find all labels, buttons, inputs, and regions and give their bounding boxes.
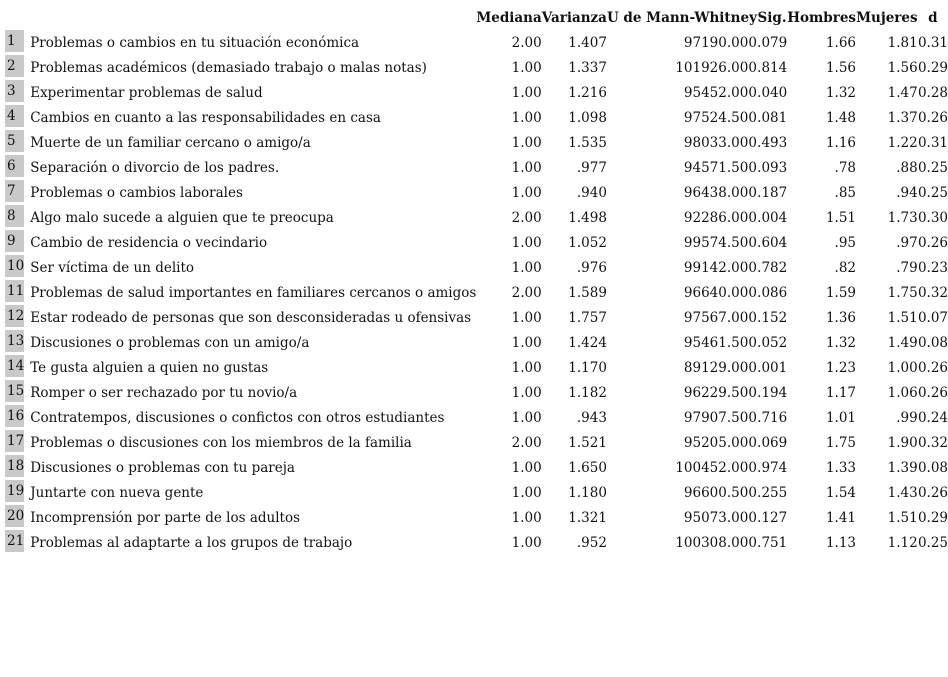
- varianza-cell: 1.521: [568, 434, 607, 451]
- table-row: [5, 255, 948, 280]
- d-cell: 0.29: [917, 59, 948, 76]
- varianza-cell: 1.589: [568, 284, 607, 301]
- sig-cell: .493: [757, 134, 788, 151]
- varianza-cell: 1.321: [568, 509, 607, 526]
- table-row: [5, 405, 948, 430]
- row-index: 4: [5, 105, 24, 130]
- hombres-cell: 1.33: [825, 459, 857, 476]
- sig-cell: .004: [757, 209, 788, 226]
- mann-whitney-cell: 96640.000: [683, 284, 757, 301]
- row-index: 16: [5, 405, 24, 430]
- row-index: 19: [5, 480, 24, 505]
- mujeres-cell: .97: [896, 234, 918, 251]
- mediana-cell: 1.00: [511, 159, 542, 176]
- d-cell: 0.31: [917, 34, 948, 51]
- d-cell: 0.23: [917, 259, 948, 276]
- hombres-cell: .95: [834, 234, 857, 251]
- d-header: d: [928, 9, 938, 26]
- mediana-cell: 2.00: [511, 434, 542, 451]
- mediana-cell: 2.00: [511, 284, 542, 301]
- mediana-cell: 1.00: [511, 534, 542, 551]
- mediana-cell: 1.00: [511, 384, 542, 401]
- mediana-cell: 1.00: [511, 234, 542, 251]
- row-index: 8: [5, 205, 24, 230]
- d-cell: 0.28: [917, 84, 948, 101]
- sig-cell: .093: [757, 159, 788, 176]
- hombres-cell: 1.41: [825, 509, 857, 526]
- table-row: [5, 80, 948, 105]
- mujeres-cell: 1.73: [887, 209, 918, 226]
- sig-cell: .079: [757, 34, 788, 51]
- sig-cell: .127: [757, 509, 788, 526]
- row-index: 12: [5, 305, 24, 330]
- varianza-cell: .943: [576, 409, 607, 426]
- mediana-cell: 1.00: [511, 134, 542, 151]
- mujeres-cell: 1.00: [887, 359, 918, 376]
- hombres-cell: 1.56: [825, 59, 857, 76]
- mann-whitney-cell: 95205.000: [683, 434, 757, 451]
- mediana-cell: 1.00: [511, 59, 542, 76]
- hombres-cell: 1.66: [825, 34, 857, 51]
- row-index: 17: [5, 430, 24, 455]
- hombres-cell: .82: [834, 259, 857, 276]
- mann-whitney-cell: 96229.500: [683, 384, 757, 401]
- row-index: 11: [5, 280, 24, 305]
- hombres-cell: 1.75: [825, 434, 857, 451]
- hombres-cell: 1.36: [825, 309, 857, 326]
- row-label: Problemas académicos (demasiado trabajo o malas notas): [30, 59, 427, 76]
- d-cell: 0.32: [917, 434, 948, 451]
- mann-whitney-cell: 94571.500: [683, 159, 757, 176]
- mediana-cell: 1.00: [511, 259, 542, 276]
- d-cell: 0.07: [917, 309, 948, 326]
- table-row: [5, 455, 948, 480]
- varianza-cell: 1.182: [568, 384, 607, 401]
- row-index: 15: [5, 380, 24, 405]
- d-cell: 0.31: [917, 134, 948, 151]
- table-row: [5, 180, 948, 205]
- label-header: [24, 5, 476, 30]
- hombres-cell: 1.59: [825, 284, 857, 301]
- row-label: Problemas de salud importantes en familiares cercanos o amigos: [30, 284, 477, 301]
- mujeres-cell: 1.51: [887, 309, 918, 326]
- table-row: [5, 205, 948, 230]
- table-row: [5, 280, 948, 305]
- header-row: [5, 5, 948, 30]
- row-label: Algo malo sucede a alguien que te preocupa: [30, 209, 334, 226]
- mujeres-cell: 1.43: [887, 484, 918, 501]
- row-index: 5: [5, 130, 24, 155]
- row-index: 20: [5, 505, 24, 530]
- row-label: Te gusta alguien a quien no gustas: [30, 359, 269, 376]
- row-label: Experimentar problemas de salud: [30, 84, 263, 101]
- d-cell: 0.26: [917, 109, 948, 126]
- mujeres-cell: 1.81: [887, 34, 918, 51]
- index-header: [5, 5, 24, 30]
- sig-cell: .086: [757, 284, 788, 301]
- sig-cell: .974: [757, 459, 788, 476]
- varianza-cell: 1.650: [568, 459, 607, 476]
- mann-whitney-cell: 99142.000: [683, 259, 757, 276]
- mujeres-cell: 1.39: [887, 459, 918, 476]
- hombres-cell: 1.13: [825, 534, 857, 551]
- mujeres-cell: .94: [896, 184, 918, 201]
- hombres-cell: 1.32: [825, 84, 857, 101]
- sig-cell: .255: [757, 484, 788, 501]
- varianza-cell: 1.170: [568, 359, 607, 376]
- mann-whitney-cell: 95461.500: [683, 334, 757, 351]
- mann-whitney-cell: 97190.000: [683, 34, 757, 51]
- varianza-cell: 1.498: [568, 209, 607, 226]
- d-cell: 0.26: [917, 359, 948, 376]
- sig-cell: .152: [757, 309, 788, 326]
- table-row: [5, 430, 948, 455]
- hombres-cell: .85: [834, 184, 857, 201]
- row-index: 10: [5, 255, 24, 280]
- row-label: Estar rodeado de personas que son desconsideradas u ofensivas: [30, 309, 472, 326]
- varianza-cell: 1.180: [568, 484, 607, 501]
- hombres-cell: 1.16: [825, 134, 857, 151]
- hombres-cell: 1.32: [825, 334, 857, 351]
- mediana-cell: 1.00: [511, 359, 542, 376]
- mediana-cell: 1.00: [511, 509, 542, 526]
- mediana-cell: 1.00: [511, 109, 542, 126]
- hombres-cell: 1.01: [825, 409, 857, 426]
- mediana-header: Mediana: [476, 9, 542, 26]
- d-cell: 0.32: [917, 284, 948, 301]
- table-row: [5, 130, 948, 155]
- row-label: Discusiones o problemas con tu pareja: [30, 459, 295, 476]
- sig-cell: .081: [757, 109, 788, 126]
- d-cell: 0.26: [917, 234, 948, 251]
- mann-whitney-cell: 95073.000: [683, 509, 757, 526]
- mujeres-cell: 1.90: [887, 434, 918, 451]
- mujeres-cell: .99: [896, 409, 918, 426]
- statistics-table: [5, 5, 948, 555]
- table-row: [5, 155, 948, 180]
- mann-whitney-cell: 99574.500: [683, 234, 757, 251]
- row-label: Separación o divorcio de los padres.: [30, 159, 280, 176]
- mujeres-header: Mujeres: [856, 9, 918, 26]
- d-cell: 0.30: [917, 209, 948, 226]
- hombres-header: Hombres: [787, 9, 857, 26]
- sig-cell: .069: [757, 434, 788, 451]
- sig-cell: .782: [757, 259, 788, 276]
- row-index: 9: [5, 230, 24, 255]
- sig-cell: .604: [757, 234, 788, 251]
- varianza-cell: 1.535: [568, 134, 607, 151]
- sig-header: Sig.: [757, 9, 787, 26]
- hombres-cell: 1.51: [825, 209, 857, 226]
- row-label: Problemas o cambios laborales: [30, 184, 243, 201]
- mujeres-cell: 1.22: [887, 134, 918, 151]
- varianza-cell: .977: [576, 159, 607, 176]
- row-label: Muerte de un familiar cercano o amigo/a: [30, 134, 311, 151]
- table-row: [5, 355, 948, 380]
- varianza-cell: 1.757: [568, 309, 607, 326]
- hombres-cell: 1.23: [825, 359, 857, 376]
- row-label: Juntarte con nueva gente: [30, 484, 204, 501]
- mediana-cell: 2.00: [511, 209, 542, 226]
- mediana-cell: 2.00: [511, 34, 542, 51]
- hombres-cell: .78: [834, 159, 857, 176]
- mediana-cell: 1.00: [511, 334, 542, 351]
- table-row: [5, 30, 948, 55]
- mann-whitney-cell: 97524.500: [683, 109, 757, 126]
- d-cell: 0.26: [917, 484, 948, 501]
- sig-cell: .814: [757, 59, 788, 76]
- sig-cell: .052: [757, 334, 788, 351]
- hombres-cell: 1.48: [825, 109, 857, 126]
- mann-whitney-cell: 101926.000: [675, 59, 757, 76]
- row-label: Incomprensión por parte de los adultos: [30, 509, 301, 526]
- mujeres-cell: 1.75: [887, 284, 918, 301]
- row-index: 7: [5, 180, 24, 205]
- varianza-cell: 1.098: [568, 109, 607, 126]
- mujeres-cell: .88: [896, 159, 918, 176]
- d-cell: 0.25: [917, 159, 948, 176]
- row-label: Cambio de residencia o vecindario: [30, 234, 268, 251]
- d-cell: 0.08: [917, 459, 948, 476]
- table-row: [5, 305, 948, 330]
- mujeres-cell: .79: [896, 259, 918, 276]
- varianza-cell: 1.216: [568, 84, 607, 101]
- mujeres-cell: 1.12: [887, 534, 918, 551]
- d-cell: 0.08: [917, 334, 948, 351]
- mediana-cell: 1.00: [511, 84, 542, 101]
- varianza-cell: .952: [576, 534, 607, 551]
- mann-whitney-cell: 89129.000: [683, 359, 757, 376]
- row-label: Contratempos, discusiones o confictos con otros estudiantes: [30, 409, 445, 426]
- d-cell: 0.25: [917, 184, 948, 201]
- mann-whitney-header: U de Mann-Whitney: [606, 9, 757, 26]
- sig-cell: .716: [757, 409, 788, 426]
- mann-whitney-cell: 100452.000: [675, 459, 757, 476]
- sig-cell: .040: [757, 84, 788, 101]
- sig-cell: .751: [757, 534, 788, 551]
- table-row: [5, 480, 948, 505]
- hombres-cell: 1.17: [825, 384, 857, 401]
- varianza-cell: 1.052: [568, 234, 607, 251]
- row-index: 1: [5, 30, 24, 55]
- mediana-cell: 1.00: [511, 484, 542, 501]
- mann-whitney-cell: 96438.000: [683, 184, 757, 201]
- hombres-cell: 1.54: [825, 484, 857, 501]
- table-row: [5, 530, 948, 555]
- row-index: 21: [5, 530, 24, 555]
- varianza-cell: 1.407: [568, 34, 607, 51]
- table-row: [5, 505, 948, 530]
- mujeres-cell: 1.47: [887, 84, 918, 101]
- mujeres-cell: 1.37: [887, 109, 918, 126]
- table-row: [5, 330, 948, 355]
- mann-whitney-cell: 95452.000: [683, 84, 757, 101]
- varianza-cell: 1.424: [568, 334, 607, 351]
- mujeres-cell: 1.56: [887, 59, 918, 76]
- table-row: [5, 230, 948, 255]
- sig-cell: .187: [757, 184, 788, 201]
- row-index: 3: [5, 80, 24, 105]
- mann-whitney-cell: 97907.500: [683, 409, 757, 426]
- d-cell: 0.24: [917, 409, 948, 426]
- row-label: Romper o ser rechazado por tu novio/a: [30, 384, 298, 401]
- d-cell: 0.25: [917, 534, 948, 551]
- varianza-cell: 1.337: [568, 59, 607, 76]
- mann-whitney-cell: 97567.000: [683, 309, 757, 326]
- mediana-cell: 1.00: [511, 184, 542, 201]
- mediana-cell: 1.00: [511, 459, 542, 476]
- d-cell: 0.29: [917, 509, 948, 526]
- row-index: 2: [5, 55, 24, 80]
- row-label: Cambios en cuanto a las responsabilidades en casa: [30, 109, 381, 126]
- row-index: 13: [5, 330, 24, 355]
- mujeres-cell: 1.49: [887, 334, 918, 351]
- table-row: [5, 55, 948, 80]
- mujeres-cell: 1.06: [887, 384, 918, 401]
- mediana-cell: 1.00: [511, 309, 542, 326]
- row-index: 14: [5, 355, 24, 380]
- row-index: 6: [5, 155, 24, 180]
- table-row: [5, 105, 948, 130]
- mann-whitney-cell: 96600.500: [683, 484, 757, 501]
- d-cell: 0.26: [917, 384, 948, 401]
- mediana-cell: 1.00: [511, 409, 542, 426]
- varianza-cell: .976: [576, 259, 607, 276]
- row-index: 18: [5, 455, 24, 480]
- row-label: Problemas al adaptarte a los grupos de trabajo: [30, 534, 353, 551]
- sig-cell: .194: [757, 384, 788, 401]
- row-label: Problemas o discusiones con los miembros de la familia: [30, 434, 412, 451]
- mann-whitney-cell: 92286.000: [683, 209, 757, 226]
- mann-whitney-cell: 98033.000: [683, 134, 757, 151]
- table-row: [5, 380, 948, 405]
- varianza-cell: .940: [576, 184, 607, 201]
- row-label: Discusiones o problemas con un amigo/a: [30, 334, 310, 351]
- mujeres-cell: 1.51: [887, 509, 918, 526]
- mann-whitney-cell: 100308.000: [675, 534, 757, 551]
- sig-cell: .001: [757, 359, 788, 376]
- row-label: Ser víctima de un delito: [30, 259, 195, 276]
- row-label: Problemas o cambios en tu situación económica: [30, 34, 360, 51]
- varianza-header: Varianza: [541, 9, 607, 26]
